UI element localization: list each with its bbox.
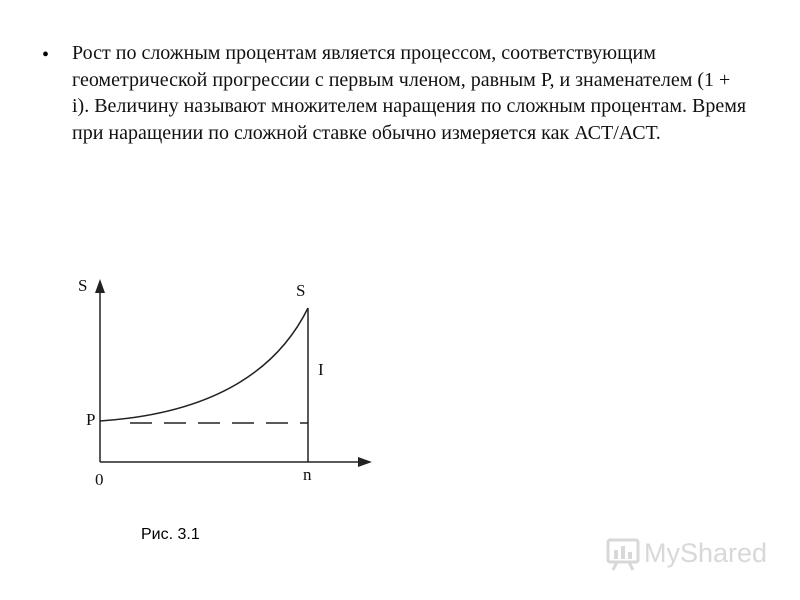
- growth-diagram: [70, 255, 390, 495]
- chart-logo-icon: [606, 536, 640, 572]
- bullet-dot-icon: •: [42, 44, 50, 66]
- y-axis-label: S: [78, 276, 88, 295]
- end-value-label: S: [296, 281, 306, 300]
- watermark: [606, 536, 776, 576]
- origin-label: 0: [95, 470, 104, 489]
- y-axis-arrow: [95, 279, 105, 293]
- x-axis-arrow: [358, 457, 372, 467]
- start-value-label: P: [86, 410, 96, 429]
- growth-curve: [100, 308, 308, 421]
- bullet-text: Рост по сложным процентам является процессом, соответствующим геометрической прогрессии с первым членом, равным Р, и знаменателем (1 + i). Величину называют множителем наращения по сложным процентам. Время при наращении по сложной ставке обычно измеряется как АСТ/АСТ.: [72, 42, 747, 144]
- figure-caption: Рис. 3.1: [141, 526, 200, 543]
- watermark-text: MyShared: [644, 538, 768, 568]
- n-label: n: [303, 465, 312, 484]
- diagram-svg: [70, 255, 390, 495]
- interest-label: I: [318, 360, 324, 379]
